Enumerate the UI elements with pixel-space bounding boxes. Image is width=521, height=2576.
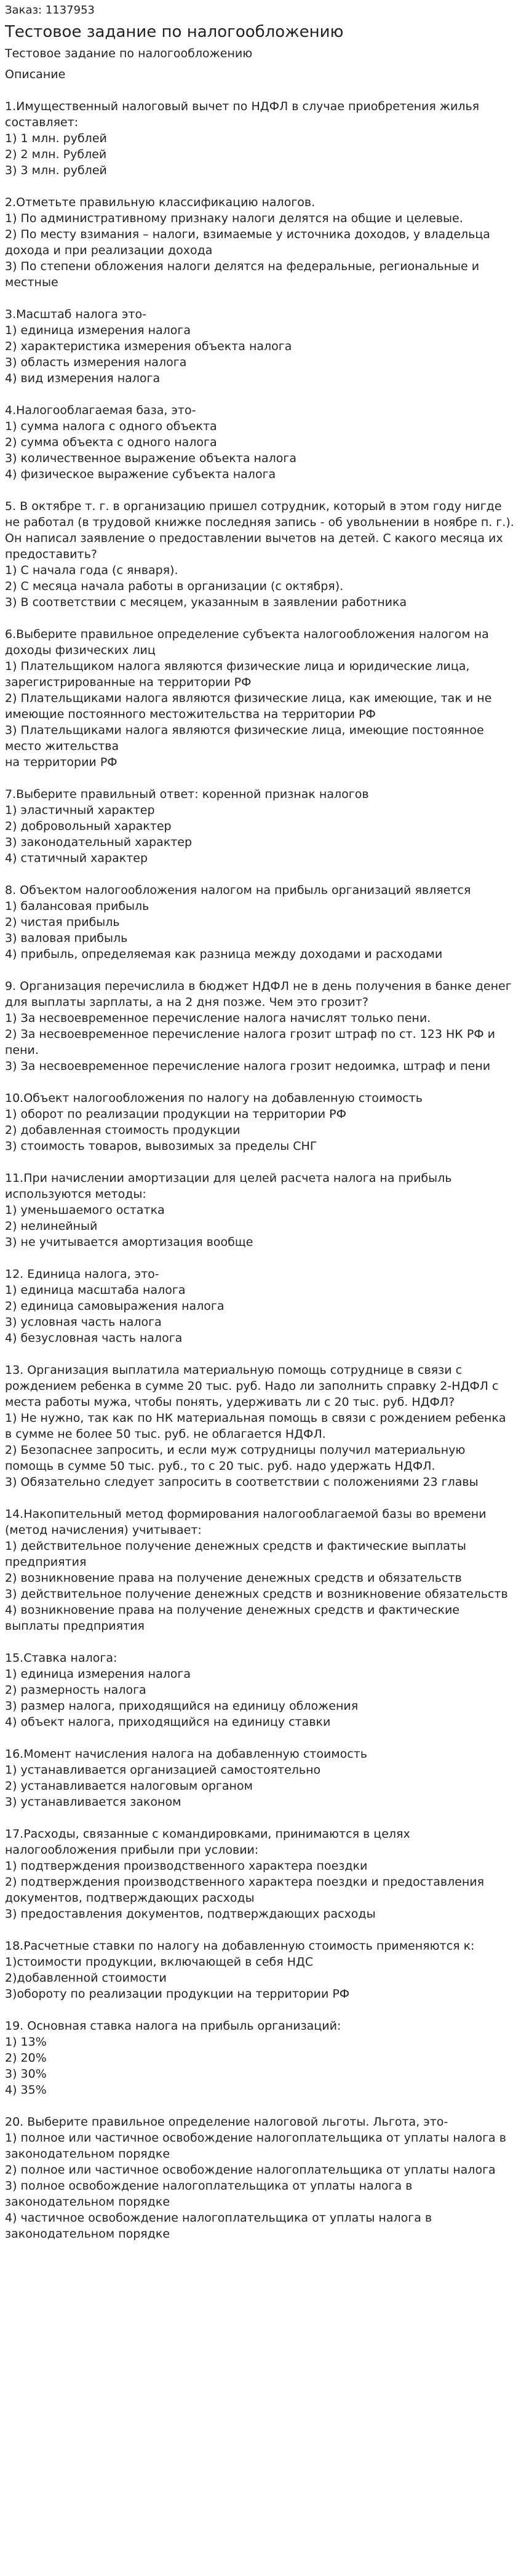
answer-option: 2) Безопаснее запросить, и если муж сотрудницы получил материальную помощь в сумме 50 тыс. руб., то с 20 тыс. руб. надо удержать НДФЛ. [5,1443,469,1473]
answer-option: 4) прибыль, определяемая как разница между доходами и расходами [5,947,443,961]
question-text: 10.Объект налогообложения по налогу на добавленную стоимость [5,1091,423,1105]
question-text: 7.Выберите правильный ответ: коренной признак налогов [5,788,369,801]
answer-option: 1) единица измерения налога [5,324,191,337]
question-text: 5. В октябре т. г. в организацию пришел сотрудник, который в этом году нигде не работал (в трудовой книжке последняя запись - об увольнении в ноябре п. г.). Он написал заявление о предоставлении вычетов на детей. С какого месяца их предоставить? [5,500,518,561]
answer-option: 1) эластичный характер [5,804,155,817]
question-block [5,882,516,962]
answer-option: 4) физическое выражение субъекта налога [5,468,276,481]
question-block [5,1170,516,1250]
answer-option: 3) По степени обложения налоги делятся на федеральные, региональные и местные [5,260,483,289]
answer-option: 3) условная часть налога [5,1315,162,1329]
answer-option: 4) объект налога, приходящийся на единицу ставки [5,1715,331,1729]
answer-option: 3) За несвоевременное перечисление налога грозит недоимка, штраф и пени [5,1059,491,1073]
answer-option: 1) действительное получение денежных средств и фактические выплаты предприятия [5,1539,470,1569]
order-number: Заказ: 1137953 [5,4,95,17]
answer-option: 3) предоставления документов, подтверждающих расходы [5,1907,376,1921]
answer-option: 1) единица масштаба налога [5,1283,186,1297]
answer-option: 2) добавленная стоимость продукции [5,1123,241,1137]
answer-option: 3) не учитывается амортизация вообще [5,1235,253,1249]
answer-option: 3) область измерения налога [5,356,187,369]
answer-option: 2) подтверждения производственного характера поездки и предоставления документов, подтверждающих расходы [5,1875,488,1905]
question-text: 18.Расчетные ставки по налогу на добавленную стоимость применяются к: [5,1939,475,1953]
answer-option: 4) безусловная часть налога [5,1331,183,1345]
question-block [5,978,516,1074]
question-text: 2.Отметьте правильную классификацию налогов. [5,196,316,209]
question-block [5,498,516,610]
answer-option: 2) возникновение права на получение денежных средств и обязательств [5,1571,462,1585]
question-block [5,1362,516,1490]
question-text: 13. Организация выплатила материальную помощь сотруднице в связи с рождением ребенка в сумме 20 тыс. руб. Надо ли заполнить справку 2-НДФЛ с места работы мужа, чтобы понять, удерживать ли с 20 тыс. руб. НДФЛ? [5,1363,503,1409]
question-text: 3.Масштаб налога это- [5,308,146,321]
answer-option: 2) добровольный характер [5,819,172,833]
answer-option: 1) подтверждения производственного характера поездки [5,1859,368,1873]
answer-option: 3) 30% [5,2067,47,2081]
answer-option: 3) стоимость товаров, вывозимых за пределы СНГ [5,1139,317,1153]
answer-option: 4) частичное освобождение налогоплательщика от уплаты налога в законодательном порядке [5,2211,436,2241]
answer-option: 1) 13% [5,2035,47,2049]
page-subtitle: Тестовое задание по налогообложению [5,47,253,60]
answer-option: 3) В соответствии с месяцем, указанным в заявлении работника [5,596,407,609]
answer-option: 4) возникновение права на получение денежных средств и фактические выплаты предприятия [5,1603,464,1633]
answer-option: 3) размер налога, приходящийся на единицу обложения [5,1699,359,1713]
question-block [5,306,516,386]
question-text: 16.Момент начисления налога на добавленную стоимость [5,1747,367,1761]
question-block [5,1938,516,2002]
question-text: 19. Основная ставка налога на прибыль организаций: [5,2019,341,2033]
answer-option: 2) единица самовыражения налога [5,1299,225,1313]
answer-option: 2) Плательщиками налога являются физические лица, как имеющие, так и не имеющие постоянного местожительства на территории РФ [5,692,496,721]
answer-option: 3) устанавливается законом [5,1795,181,1809]
answer-option: 3) действительное получение денежных средств и возникновение обязательств [5,1587,508,1601]
question-block [5,194,516,290]
answer-option: 1) Не нужно, так как по НК материальная помощь в связи с рождением ребенка в сумме не более 50 тыс. руб. не облагается НДФЛ. [5,1411,510,1441]
answer-option: 2) По месту взимания – налоги, взимаемые у источника доходов, у владельца дохода и при реализации дохода [5,228,494,257]
answer-option: 1) полное или частичное освобождение налогоплательщика от уплаты налога в законодательном порядке [5,2131,510,2161]
answer-option: 3) законодательный характер [5,835,193,849]
answer-option: 2) С месяца начала работы в организации (с октября). [5,580,344,593]
question-text: 11.При начислении амортизации для целей расчета налога на прибыль используются методы: [5,1171,456,1201]
answer-option: 3)обороту по реализации продукции на территории РФ [5,1987,350,2001]
answer-option: 1) 1 млн. рублей [5,132,107,145]
question-text: 12. Единица налога, это- [5,1267,159,1281]
answer-option: 2) 2 млн. Рублей [5,148,107,161]
question-block [5,626,516,770]
answer-option: 1) единица измерения налога [5,1667,191,1681]
answer-option: 3) полное освобождение налогоплательщика от уплаты налога в законодательном порядке [5,2179,416,2209]
answer-option: 1) С начала года (с января). [5,564,178,577]
question-text: 8. Объектом налогообложения налогом на прибыль организаций является [5,883,471,897]
answer-option: 1) устанавливается организацией самостоятельно [5,1763,321,1777]
answer-option: 3) Обязательно следует запросить в соответствии с положениями 23 главы [5,1475,479,1489]
question-text: 17.Расходы, связанные с командировками, принимаются в целях налогообложения прибыли при условии: [5,1827,414,1857]
questions-list [5,98,516,2242]
answer-option: 2) За несвоевременное перечисление налога грозит штраф по ст. 123 НК РФ и пени. [5,1027,499,1057]
answer-option: 1) сумма налога с одного объекта [5,420,217,433]
answer-option: 3) Плательщиками налога являются физические лица, имеющие постоянное место жительства [5,724,488,753]
answer-option: на территории РФ [5,756,117,769]
answer-option: 1) балансовая прибыль [5,899,149,913]
answer-option: 3) валовая прибыль [5,931,128,945]
question-block [5,98,516,178]
question-block [5,786,516,866]
answer-option: 2) чистая прибыль [5,915,120,929]
answer-option: 4) статичный характер [5,851,148,865]
section-heading: Описание [5,68,66,81]
question-text: 20. Выберите правильное определение налоговой льготы. Льгота, это- [5,2115,448,2129]
answer-option: 1) уменьшаемого остатка [5,1203,165,1217]
answer-option: 2) сумма объекта с одного налога [5,436,217,449]
answer-option: 2) характеристика измерения объекта налога [5,340,292,353]
question-text: 14.Накопительный метод формирования налогооблагаемой базы во времени (метод начисления) учитывает: [5,1507,490,1537]
question-text: 1.Имущественный налоговый вычет по НДФЛ в случае приобретения жилья составляет: [5,100,483,129]
question-block [5,1746,516,1810]
question-block [5,1650,516,1730]
question-block [5,1266,516,1346]
answer-option: 2) 20% [5,2051,47,2065]
question-block [5,2018,516,2098]
answer-option: 2) нелинейный [5,1219,98,1233]
answer-option: 1) Плательщиком налога являются физические лица и юридические лица, зарегистрированные на территории РФ [5,660,474,689]
question-text: 6.Выберите правильное определение субъекта налогообложения налогом на доходы физических лиц [5,628,493,657]
question-block [5,1826,516,1922]
answer-option: 4) 35% [5,2083,47,2097]
question-text: 4.Налогооблагаемая база, это- [5,404,196,417]
answer-option: 1) оборот по реализации продукции на территории РФ [5,1107,346,1121]
question-block [5,1090,516,1154]
answer-option: 1)стоимости продукции, включающей в себя НДС [5,1955,314,1969]
answer-option: 2) размерность налога [5,1683,146,1697]
answer-option: 2) устанавливается налоговым органом [5,1779,253,1793]
answer-option: 2)добавленной стоимости [5,1971,167,1985]
answer-option: 1) По административному признаку налоги делятся на общие и целевые. [5,212,463,225]
question-block [5,2114,516,2242]
question-text: 15.Ставка налога: [5,1651,117,1665]
answer-option: 3) количественное выражение объекта налога [5,452,296,465]
answer-option: 4) вид измерения налога [5,372,161,385]
question-block [5,402,516,482]
answer-option: 2) полное или частичное освобождение налогоплательщика от уплаты налога [5,2163,496,2177]
question-text: 9. Организация перечислила в бюджет НДФЛ не в день получения в банке денег для выплаты зарплаты, а на 2 дня позже. Чем это грозит? [5,979,515,1009]
page-title: Тестовое задание по налогообложению [5,23,344,41]
question-block [5,1506,516,1634]
answer-option: 3) 3 млн. рублей [5,164,107,177]
answer-option: 1) За несвоевременное перечисление налога начислят только пени. [5,1011,431,1025]
